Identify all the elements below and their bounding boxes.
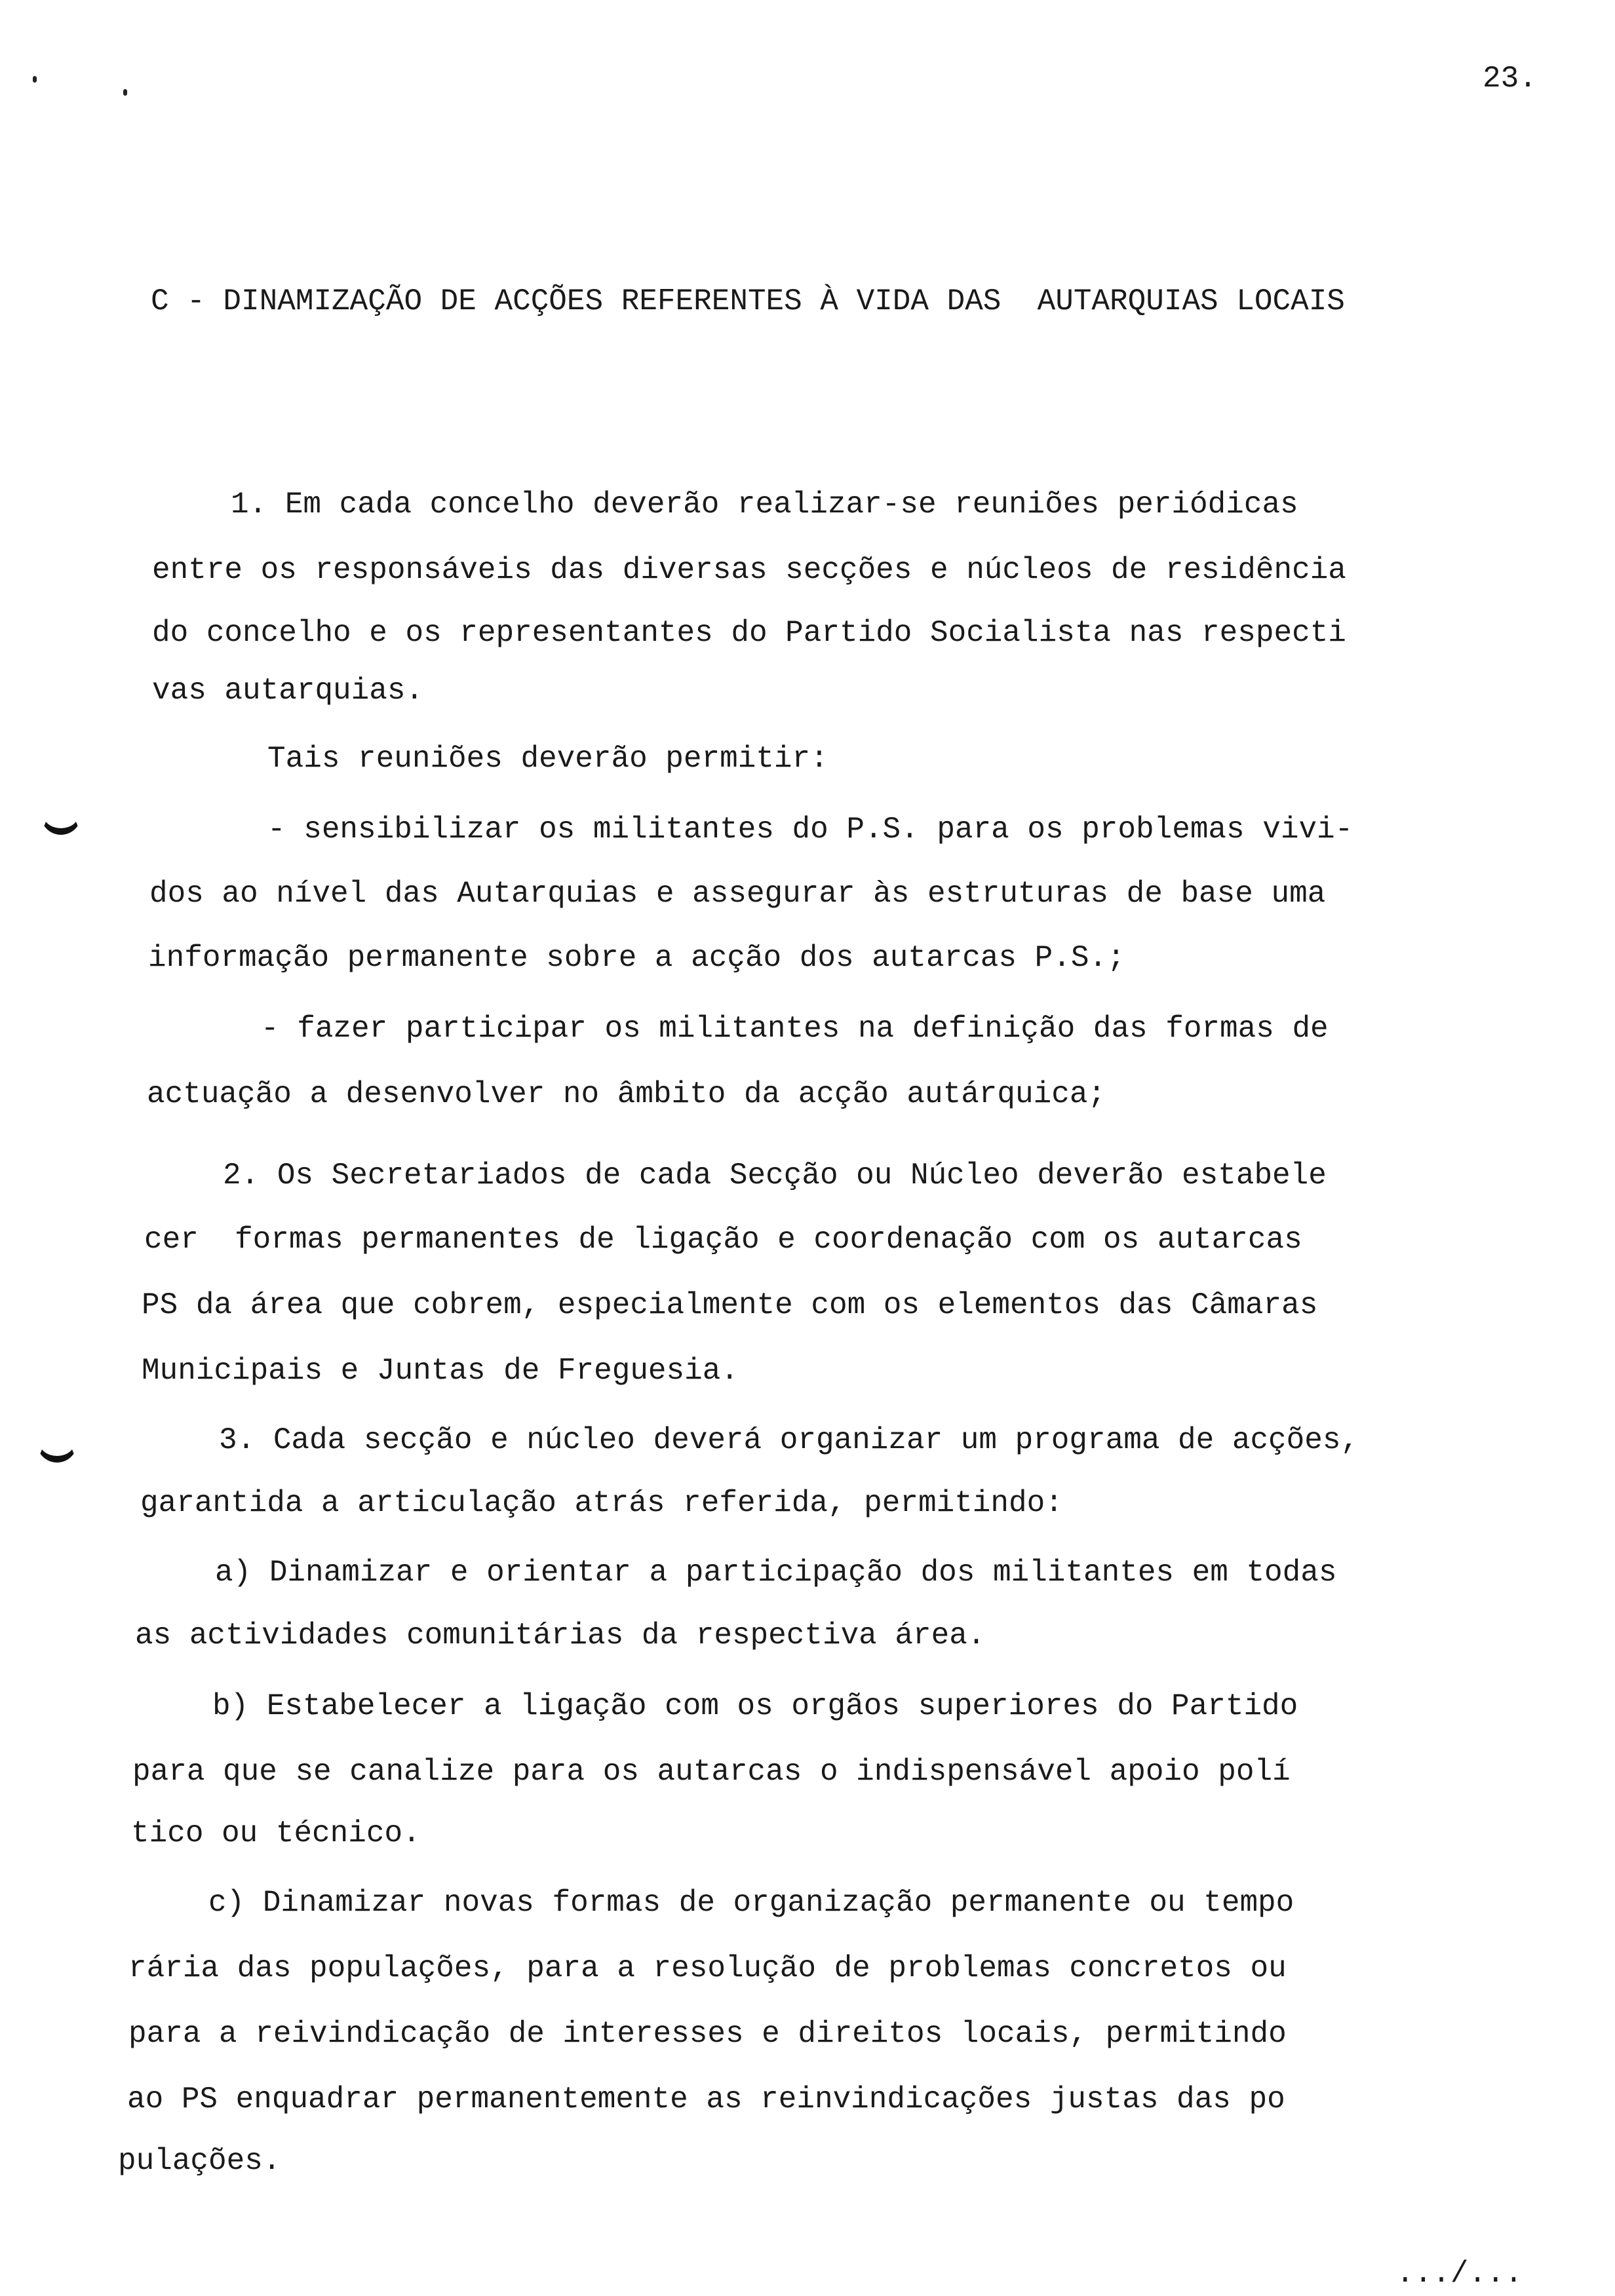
text-line: b) Estabelecer a ligação com os orgãos superiores do Partido bbox=[212, 1689, 1298, 1723]
page-number: 23. bbox=[1483, 62, 1537, 96]
text-line: - sensibilizar os militantes do P.S. para os problemas vivi- bbox=[267, 813, 1353, 847]
margin-bracket-mark bbox=[37, 1440, 77, 1463]
text-line: garantida a articulação atrás referida, permitindo: bbox=[140, 1486, 1063, 1520]
text-line: pulações. bbox=[118, 2144, 281, 2178]
text-line: ao PS enquadrar permanentemente as reinvindicações justas das po bbox=[127, 2082, 1285, 2116]
text-line: tico ou técnico. bbox=[131, 1816, 421, 1850]
continuation-mark: .../... bbox=[1396, 2257, 1523, 2291]
text-line: 3. Cada secção e núcleo deverá organizar um programa de acções, bbox=[219, 1423, 1359, 1457]
text-line: vas autarquias. bbox=[152, 674, 424, 708]
text-line: 1. Em cada concelho deverão realizar-se reuniões periódicas bbox=[231, 488, 1298, 522]
margin-bracket-mark bbox=[41, 813, 81, 835]
text-line: a) Dinamizar e orientar a participação dos militantes em todas bbox=[215, 1556, 1337, 1590]
scan-speck bbox=[123, 89, 127, 96]
text-line: as actividades comunitárias da respectiva área. bbox=[135, 1618, 986, 1653]
text-line: PS da área que cobrem, especialmente com os elementos das Câmaras bbox=[142, 1288, 1318, 1322]
scan-speck bbox=[33, 76, 37, 83]
text-line: cer formas permanentes de ligação e coordenação com os autarcas bbox=[144, 1223, 1302, 1257]
document-title: C - DINAMIZAÇÃO DE ACÇÕES REFERENTES À VIDA DAS AUTARQUIAS LOCAIS bbox=[151, 284, 1345, 318]
text-line: para a reivindicação de interesses e direitos locais, permitindo bbox=[128, 2017, 1287, 2051]
text-line: informação permanente sobre a acção dos autarcas P.S.; bbox=[148, 941, 1125, 975]
text-line: do concelho e os representantes do Partido Socialista nas respecti bbox=[152, 616, 1346, 650]
text-line: c) Dinamizar novas formas de organização permanente ou tempo bbox=[208, 1886, 1294, 1920]
text-line: Municipais e Juntas de Freguesia. bbox=[142, 1354, 739, 1388]
text-line: 2. Os Secretariados de cada Secção ou Núcleo deverão estabele bbox=[223, 1158, 1327, 1193]
text-line: dos ao nível das Autarquias e assegurar às estruturas de base uma bbox=[149, 877, 1326, 911]
text-line: - fazer participar os militantes na definição das formas de bbox=[261, 1012, 1329, 1046]
text-line: rária das populações, para a resolução de problemas concretos ou bbox=[128, 1951, 1287, 1985]
text-line: para que se canalize para os autarcas o indispensável apoio polí bbox=[132, 1755, 1291, 1789]
text-line: entre os responsáveis das diversas secções e núcleos de residência bbox=[152, 553, 1346, 587]
text-line: actuação a desenvolver no âmbito da acção autárquica; bbox=[147, 1077, 1106, 1111]
text-line: Tais reuniões deverão permitir: bbox=[267, 742, 828, 776]
